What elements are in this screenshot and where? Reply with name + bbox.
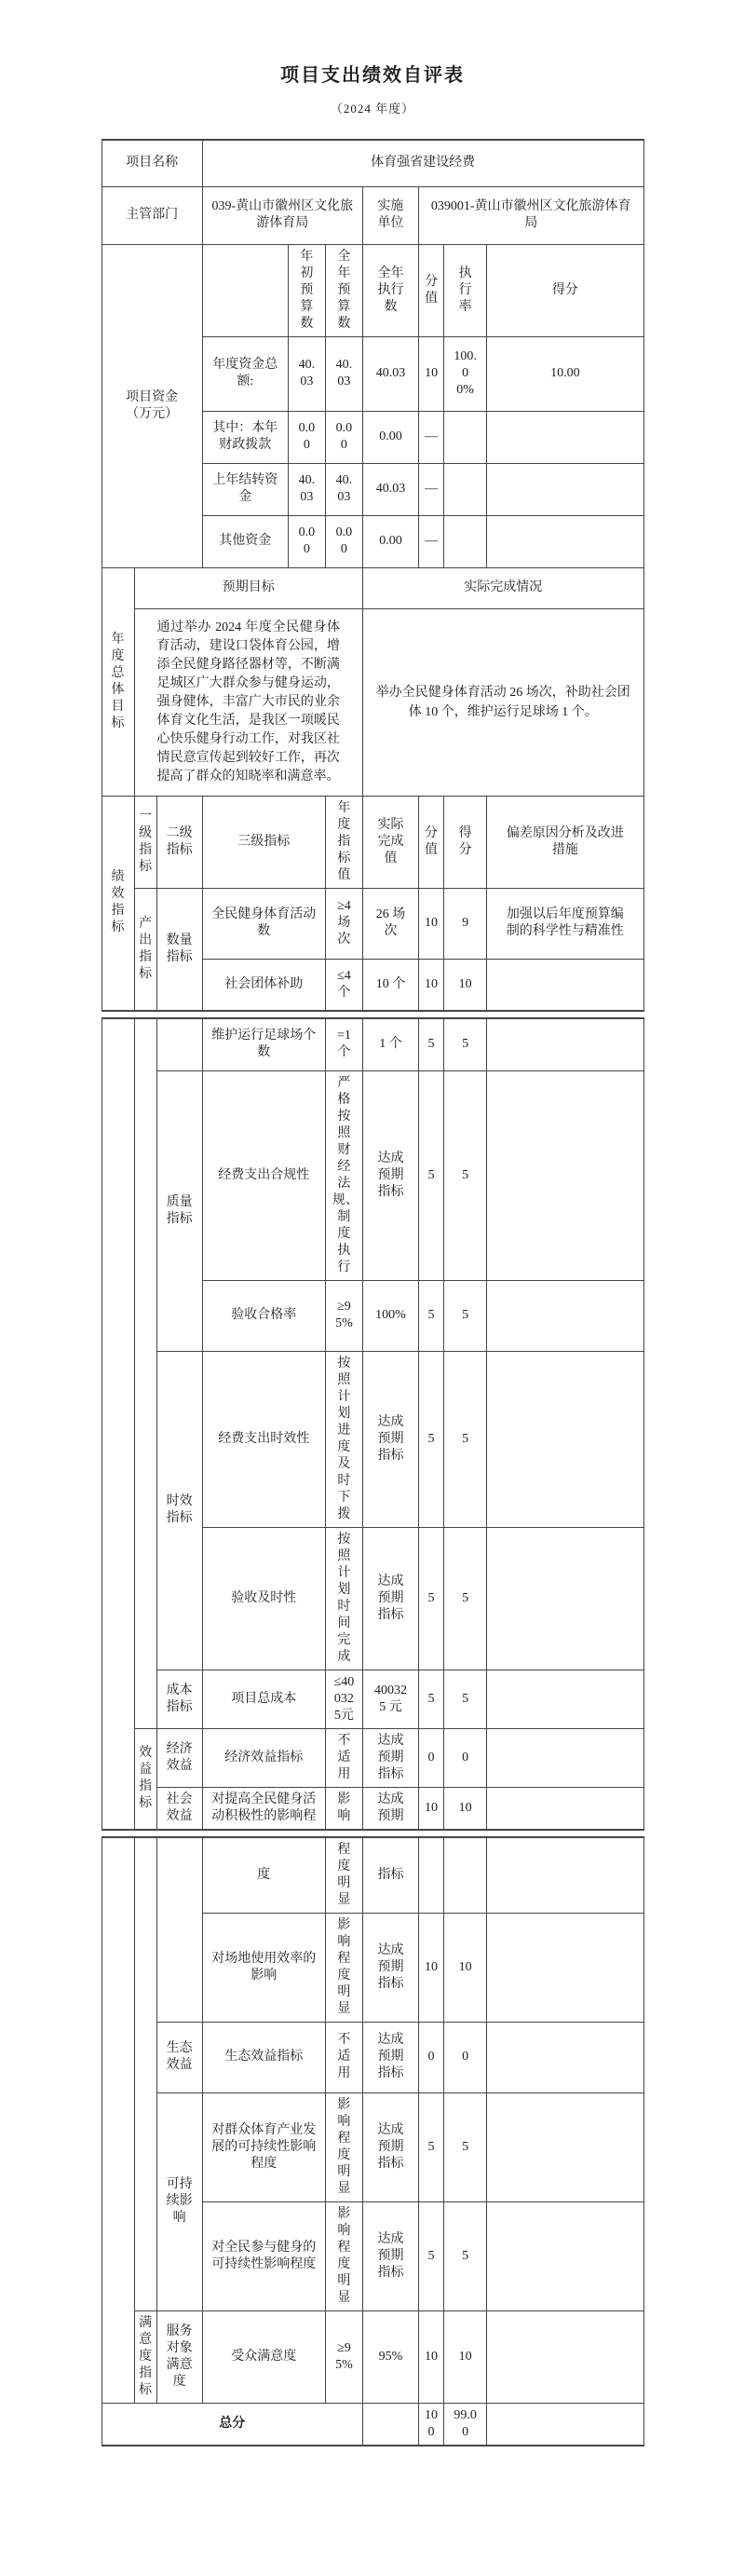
goal-content-row xyxy=(102,608,643,796)
indicator-score: 0 xyxy=(444,2022,487,2092)
indicators-header-row xyxy=(102,796,643,888)
indicator-name: 全民健身体育活动数 xyxy=(202,888,325,959)
indicator-name: 对场地使用效率的影响 xyxy=(202,1913,325,2022)
indicator-weight: 10 xyxy=(419,1913,444,2022)
indicator-name: 经费支出时效性 xyxy=(202,1351,325,1527)
funds-col-weight: 分值 xyxy=(419,244,444,336)
indicator-score: 0 xyxy=(444,1728,487,1787)
level1-satisfaction: 满意度指标 xyxy=(134,2310,156,2403)
project-name-value: 体育强省建设经费 xyxy=(202,140,643,186)
indicator-weight: 10 xyxy=(419,1787,444,1830)
indicator-deviation xyxy=(487,2092,643,2201)
indicator-name: 维护运行足球场个数 xyxy=(202,1018,325,1070)
indicator-actual: 1 个 xyxy=(362,1018,418,1070)
funds-group-label: 项目资金（万元） xyxy=(102,244,202,567)
indicator-row xyxy=(102,1728,643,1787)
goal-expected-text: 通过举办 2024 年度全民健身体育活动，建设口袋体育公园，增添全民健身路径器材等，不断满足城区广大群众参与健身运动，强身健体，丰富广大市民的业余体育文化生活，是我区一项暖民心快乐健身行动工作，对我区社情民意宣传起到较好工作，再次提高了群众的知晓率和满意率。 xyxy=(134,608,362,796)
implement-unit-value: 039001-黄山市徽州区文化旅游体育局 xyxy=(418,186,643,244)
indicator-deviation xyxy=(487,1070,643,1280)
indicator-score: 9 xyxy=(444,888,487,959)
indicator-deviation xyxy=(487,1018,643,1070)
indicator-score: 10 xyxy=(444,1913,487,2022)
indicator-deviation xyxy=(487,2022,643,2092)
indicator-deviation xyxy=(487,1527,643,1670)
funds-col-exec-rate: 执行率 xyxy=(444,244,487,336)
funds-initial-value: 0.00 xyxy=(288,515,325,567)
indicator-score: 5 xyxy=(444,2201,487,2310)
indicator-score: 5 xyxy=(444,1527,487,1670)
indicator-target: ≤400325元 xyxy=(325,1670,362,1728)
funds-rate-value xyxy=(444,515,487,567)
funds-annual-value: 0.00 xyxy=(325,515,362,567)
level2-eco: 生态效益 xyxy=(156,2022,202,2092)
level2-time: 时效指标 xyxy=(156,1351,202,1670)
level2-service: 服务对象满意度 xyxy=(156,2310,202,2403)
indicator-name: 受众满意度 xyxy=(202,2310,325,2403)
empty-cell xyxy=(444,1837,487,1914)
page-title: 项目支出绩效自评表 xyxy=(280,65,465,86)
indicator-weight: 5 xyxy=(419,1670,444,1728)
funds-col-executed: 全年执行数 xyxy=(362,244,418,336)
level2-cost: 成本指标 xyxy=(156,1670,202,1728)
indicator-target: 影响程度明显 xyxy=(325,2092,362,2201)
perf-group-label: 绩效指标 xyxy=(102,796,134,1011)
cell-cont-level2-social xyxy=(156,1837,202,2023)
indicator-weight: 5 xyxy=(419,1070,444,1280)
indicators-table-part2 xyxy=(102,1017,644,1831)
indicator-actual: 10 个 xyxy=(362,959,418,1011)
indicator-weight: 0 xyxy=(419,1728,444,1787)
col-level1: 一级指标 xyxy=(134,796,156,888)
indicator-row xyxy=(102,2310,643,2403)
indicator-target: =1个 xyxy=(325,1018,362,1070)
funds-initial-value: 40.03 xyxy=(288,463,325,515)
indicator-name: 验收合格率 xyxy=(202,1280,325,1351)
indicator-actual-part1: 达成预期 xyxy=(362,1787,418,1830)
indicator-weight: 10 xyxy=(419,2310,444,2403)
col-level3: 三级指标 xyxy=(202,796,325,888)
indicator-actual: 达成预期指标 xyxy=(362,1527,418,1670)
funds-score-value xyxy=(487,463,643,515)
total-row xyxy=(102,2403,643,2446)
indicator-name: 社会团体补助 xyxy=(202,959,325,1011)
indicator-weight: 5 xyxy=(419,1527,444,1670)
department-row xyxy=(102,186,643,244)
indicator-weight: 5 xyxy=(419,1280,444,1351)
department-value: 039-黄山市徽州区文化旅游体育局 xyxy=(202,186,362,244)
indicator-name: 验收及时性 xyxy=(202,1527,325,1670)
cell-cont-level2-quantity xyxy=(156,1018,202,1070)
indicator-row xyxy=(102,2022,643,2092)
indicator-name: 生态效益指标 xyxy=(202,2022,325,2092)
total-score: 99.00 xyxy=(444,2403,487,2446)
indicator-deviation xyxy=(487,1787,643,1830)
indicator-target: ≥95% xyxy=(325,2310,362,2403)
indicator-actual: 400325 元 xyxy=(362,1670,418,1728)
funds-annual-value: 40.03 xyxy=(325,463,362,515)
funds-header-row xyxy=(102,244,643,336)
indicator-score: 5 xyxy=(444,1070,487,1280)
document-page xyxy=(102,60,644,2447)
indicator-target: ≥95% xyxy=(325,1280,362,1351)
indicator-score: 5 xyxy=(444,1280,487,1351)
funds-row-label: 上年结转资金 xyxy=(202,463,288,515)
funds-initial-value: 40.03 xyxy=(288,336,325,411)
empty-cell xyxy=(487,2403,643,2446)
indicator-actual: 95% xyxy=(362,2310,418,2403)
funds-col-score: 得分 xyxy=(487,244,643,336)
indicator-row xyxy=(102,2092,643,2201)
empty-cell xyxy=(487,1837,643,1914)
indicator-target: ≤4个 xyxy=(325,959,362,1011)
indicator-weight: 10 xyxy=(419,888,444,959)
indicator-score: 5 xyxy=(444,2092,487,2201)
goal-col-actual: 实际完成情况 xyxy=(362,567,643,608)
indicator-row xyxy=(102,888,643,959)
indicator-deviation xyxy=(487,2201,643,2310)
indicator-row-split-bottom xyxy=(102,1837,643,1914)
indicator-name-part1: 对提高全民健身活动积极性的影响程 xyxy=(202,1787,325,1830)
col-actual: 实际完成值 xyxy=(362,796,418,888)
indicator-weight: 0 xyxy=(419,2022,444,2092)
indicator-row xyxy=(102,1351,643,1527)
annual-goal-table xyxy=(102,567,644,797)
funds-weight-value: — xyxy=(419,463,444,515)
project-name-label: 项目名称 xyxy=(102,140,202,186)
col-weight: 分值 xyxy=(419,796,444,888)
total-weight: 100 xyxy=(419,2403,444,2446)
funds-annual-value: 40.03 xyxy=(325,336,362,411)
indicator-name: 项目总成本 xyxy=(202,1670,325,1728)
indicator-name: 经济效益指标 xyxy=(202,1728,325,1787)
indicator-actual: 达成预期指标 xyxy=(362,1913,418,2022)
department-label: 主管部门 xyxy=(102,186,202,244)
indicator-score: 5 xyxy=(444,1351,487,1527)
goal-actual-text: 举办全民健身体育活动 26 场次，补助社会团体 10 个，维护运行足球场 1 个。 xyxy=(362,608,643,796)
indicator-weight: 5 xyxy=(419,2201,444,2310)
info-table xyxy=(102,139,644,245)
level2-social: 社会效益 xyxy=(156,1787,202,1830)
col-level2: 二级指标 xyxy=(156,796,202,888)
funds-weight-value: — xyxy=(419,515,444,567)
indicator-weight: 5 xyxy=(419,1351,444,1527)
cell-cont-perf-group xyxy=(102,1837,134,2404)
empty-cell xyxy=(362,2403,418,2446)
indicator-name-part2: 度 xyxy=(202,1837,325,1914)
indicator-deviation xyxy=(487,959,643,1011)
indicator-name: 对全民参与健身的可持续性影响程度 xyxy=(202,2201,325,2310)
funds-rate-value: 100.00% xyxy=(444,336,487,411)
indicator-score: 5 xyxy=(444,1018,487,1070)
funds-row-label: 其中：本年财政拨款 xyxy=(202,411,288,463)
indicator-target: ≥4场次 xyxy=(325,888,362,959)
indicator-actual: 达成预期指标 xyxy=(362,1070,418,1280)
indicator-score: 10 xyxy=(444,1787,487,1830)
indicator-row xyxy=(102,1070,643,1280)
funds-row-label: 其他资金 xyxy=(202,515,288,567)
indicator-row-split-top xyxy=(102,1787,643,1830)
level1-benefit: 效益指标 xyxy=(134,1728,156,1830)
funds-table xyxy=(102,244,644,568)
indicator-deviation xyxy=(487,1913,643,2022)
funds-executed-value: 0.00 xyxy=(362,411,418,463)
funds-score-value xyxy=(487,515,643,567)
indicators-table-part3 xyxy=(102,1836,644,2447)
indicator-weight: 10 xyxy=(419,959,444,1011)
funds-weight-value: 10 xyxy=(419,336,444,411)
implement-unit-label: 实施单位 xyxy=(362,186,418,244)
indicator-deviation xyxy=(487,1670,643,1728)
level2-sustain: 可持续影响 xyxy=(156,2092,202,2310)
indicator-score: 5 xyxy=(444,1670,487,1728)
indicator-target: 不适用 xyxy=(325,2022,362,2092)
indicator-deviation xyxy=(487,1351,643,1527)
page-subtitle: （2024 年度） xyxy=(330,102,415,116)
level2-economic: 经济效益 xyxy=(156,1728,202,1787)
col-deviation: 偏差原因分析及改进措施 xyxy=(487,796,643,888)
indicator-actual: 26 场次 xyxy=(362,888,418,959)
level2-quantity: 数量指标 xyxy=(156,888,202,1011)
indicator-score: 10 xyxy=(444,959,487,1011)
indicator-target-part1: 影响 xyxy=(325,1787,362,1830)
cell-cont-perf-group xyxy=(102,1018,134,1830)
level2-quality: 质量指标 xyxy=(156,1070,202,1351)
funds-executed-value: 40.03 xyxy=(362,463,418,515)
indicator-actual: 达成预期指标 xyxy=(362,2201,418,2310)
empty-cell xyxy=(419,1837,444,1914)
indicator-weight: 5 xyxy=(419,1018,444,1070)
funds-rate-value xyxy=(444,411,487,463)
indicator-actual: 100% xyxy=(362,1280,418,1351)
indicator-actual: 达成预期指标 xyxy=(362,2022,418,2092)
goal-col-expected: 预期目标 xyxy=(134,567,362,608)
indicator-actual: 达成预期指标 xyxy=(362,1728,418,1787)
project-name-row xyxy=(102,140,643,186)
col-score: 得分 xyxy=(444,796,487,888)
goal-header-row xyxy=(102,567,643,608)
indicator-actual-part2: 指标 xyxy=(362,1837,418,1914)
indicator-row xyxy=(102,1670,643,1728)
indicator-name: 对群众体育产业发展的可持续性影响程度 xyxy=(202,2092,325,2201)
cell-cont-level1-benefit xyxy=(134,1837,156,2311)
funds-score-value: 10.00 xyxy=(487,336,643,411)
funds-weight-value: — xyxy=(419,411,444,463)
col-target: 年度指标值 xyxy=(325,796,362,888)
indicator-deviation xyxy=(487,1728,643,1787)
indicator-name: 经费支出合规性 xyxy=(202,1070,325,1280)
cell-cont-level1-output xyxy=(134,1018,156,1728)
indicator-deviation xyxy=(487,2310,643,2403)
level1-output: 产出指标 xyxy=(134,888,156,1011)
indicator-row xyxy=(102,1018,643,1070)
indicator-target: 影响程度明显 xyxy=(325,1913,362,2022)
indicator-target: 按照计划进度及时下拨 xyxy=(325,1351,362,1527)
indicator-target: 影响程度明显 xyxy=(325,2201,362,2310)
indicator-deviation: 加强以后年度预算编制的科学性与精准性 xyxy=(487,888,643,959)
funds-score-value xyxy=(487,411,643,463)
funds-executed-value: 0.00 xyxy=(362,515,418,567)
funds-rate-value xyxy=(444,463,487,515)
indicator-deviation xyxy=(487,1280,643,1351)
indicator-target: 严格按照财经法规、制度执行 xyxy=(325,1070,362,1280)
funds-executed-value: 40.03 xyxy=(362,336,418,411)
goal-group-label: 年度总体目标 xyxy=(102,567,134,796)
total-label: 总分 xyxy=(102,2403,362,2446)
indicator-target-part2: 程度明显 xyxy=(325,1837,362,1914)
indicator-weight: 5 xyxy=(419,2092,444,2201)
empty-cell xyxy=(202,244,288,336)
indicator-target: 按照计划时间完成 xyxy=(325,1527,362,1670)
indicator-score: 10 xyxy=(444,2310,487,2403)
funds-initial-value: 0.00 xyxy=(288,411,325,463)
funds-row-label: 年度资金总额: xyxy=(202,336,288,411)
indicator-target: 不适用 xyxy=(325,1728,362,1787)
funds-col-annual-budget: 全年预算数 xyxy=(325,244,362,336)
funds-col-initial-budget: 年初预算数 xyxy=(288,244,325,336)
indicator-actual: 达成预期指标 xyxy=(362,1351,418,1527)
funds-annual-value: 0.00 xyxy=(325,411,362,463)
indicator-actual: 达成预期指标 xyxy=(362,2092,418,2201)
indicators-table-part1 xyxy=(102,796,644,1013)
